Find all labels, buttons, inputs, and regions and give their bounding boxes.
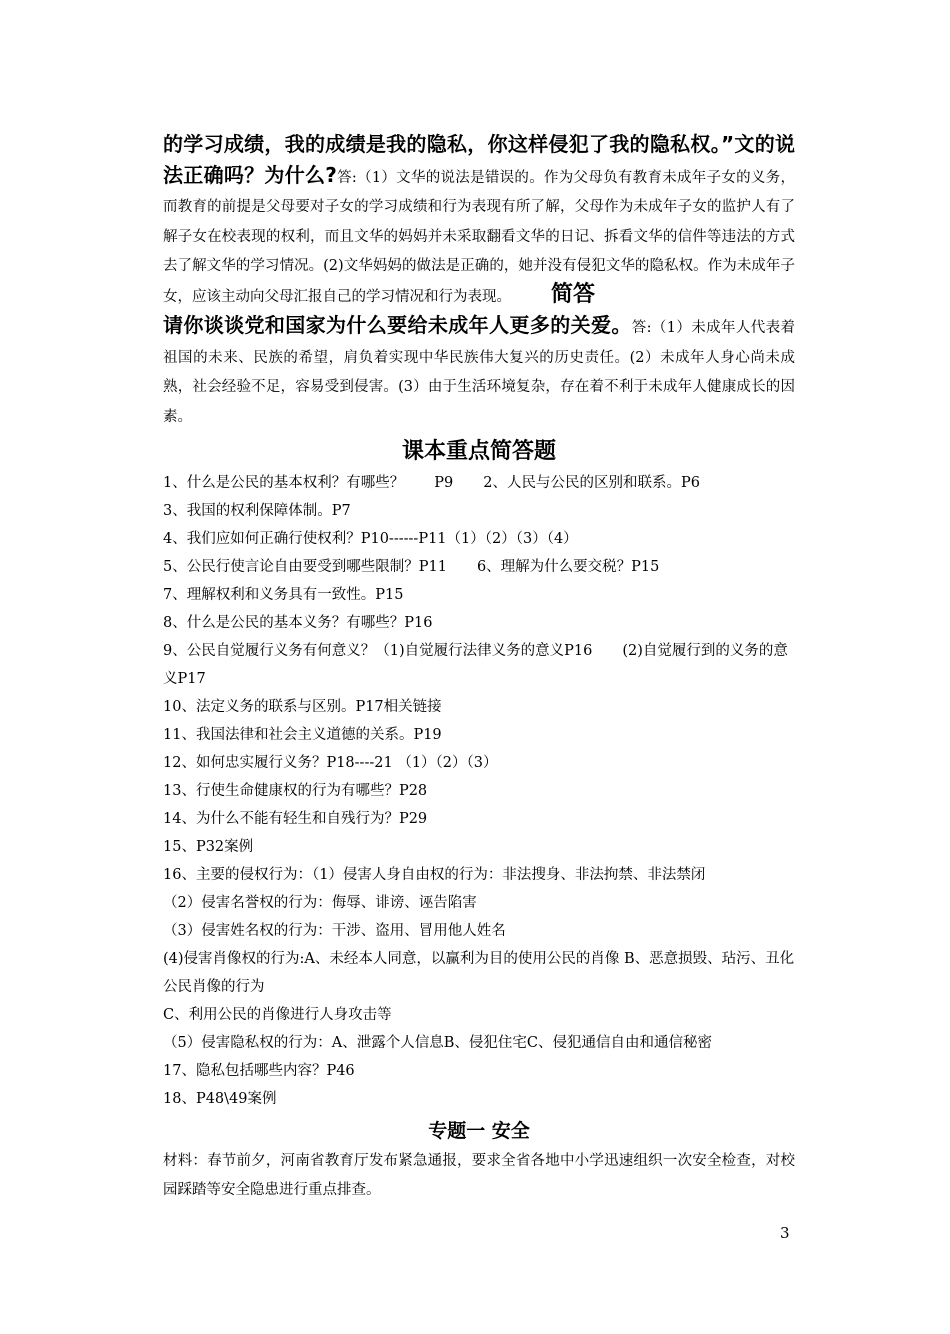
question-item xyxy=(163,1057,795,1085)
question-item xyxy=(163,805,795,833)
question-item-text: 12、如何忠实履行义务？P18----21 （1）（2）（3） xyxy=(163,755,498,771)
question-text-1: 的学习成绩，我的成绩是我的隐私，你这样侵犯了我的隐私权。”文的说法正确吗？为什么? xyxy=(163,132,795,187)
question-item-text: 4、我们应如何正确行使权利？P10------P11（1）（2）（3）（4） xyxy=(163,531,578,547)
question-item xyxy=(163,581,795,609)
material-text: 材料：春节前夕，河南省教育厅发布紧急通报，要求全省各地中小学迅速组织一次安全检查，对校园踩踏等安全隐患进行重点排查。 xyxy=(163,1153,795,1198)
answer-text-2: 答:（1）未成年人代表着祖国的未来、民族的希望，肩负着实现中华民族伟大复兴的历史责任。(2）未成年人身心尚未成熟，社会经验不足，容易受到侵害。(3）由于生活环境复杂，存在着不利于未成年人健康成长的因素。 xyxy=(163,320,795,425)
question-item xyxy=(163,1085,795,1113)
question-item-text: 13、行使生命健康权的行为有哪些？P28 xyxy=(163,783,428,799)
question-item xyxy=(163,609,795,637)
question-item-text: 15、P32案例 xyxy=(163,839,254,855)
question-item-text: (4)侵害肖像权的行为:A、未经本人同意，以赢利为目的使用公民的肖像 B、恶意损毁、玷污、丑化公民肖像的行为 xyxy=(163,951,795,995)
question-item-text: 10、法定义务的联系与区别。P17相关链接 xyxy=(163,699,442,715)
question-item-text: 7、理解权利和义务具有一致性。P15 xyxy=(163,587,404,603)
question-item xyxy=(163,945,795,1001)
question-item xyxy=(163,777,795,805)
material-paragraph xyxy=(163,1147,795,1204)
answer-text-1: 答:（1）文华的说法是错误的。作为父母负有教育未成年子女的义务，而教育的前提是父母要对子女的学习成绩和行为表现有所了解，父母作为未成年子女的监护人有了解子女在校表现的权利，而且文华的妈妈并未采取翻看文华的日记、拆看文华的信件等违法的方式去了解文华的学习情况。(2)文华妈妈的做法是正确的，她并没有侵犯文华的隐私权。作为未成年子女，应该主动向父母汇报自己的学习情况和行为表现。 xyxy=(163,169,795,305)
answer-paragraph-1 xyxy=(163,130,795,311)
question-item xyxy=(163,693,795,721)
question-item-text-second: (2)自觉履行到的义务的意义P17 xyxy=(163,643,788,687)
question-item-text: 17、隐私包括哪些内容？P46 xyxy=(163,1063,355,1079)
topic-title: 专题一 安全 xyxy=(428,1120,530,1142)
question-item xyxy=(163,553,795,581)
page-content xyxy=(163,130,795,1204)
question-item-text: C、利用公民的肖像进行人身攻击等 xyxy=(163,1007,392,1023)
question-item-text: 1、什么是公民的基本权利？有哪些？ xyxy=(163,475,405,491)
question-item-text: （5）侵害隐私权的行为：A、泄露个人信息B、侵犯住宅C、侵犯通信自由和通信秘密 xyxy=(163,1035,712,1051)
question-item xyxy=(163,917,795,945)
page-number: 3 xyxy=(780,1224,790,1242)
question-item xyxy=(163,637,795,693)
question-item-text-second: 2、人民与公民的区别和联系。P6 xyxy=(483,475,700,491)
question-item-text: 18、P48\49案例 xyxy=(163,1091,277,1107)
question-item-text: 5、公民行使言论自由要受到哪些限制？P11 xyxy=(163,559,447,575)
question-item-text: （2）侵害名誉权的行为：侮辱、诽谤、诬告陷害 xyxy=(163,895,477,911)
question-item-text: 11、我国法律和社会主义道德的关系。P19 xyxy=(163,727,442,743)
question-item xyxy=(163,525,795,553)
question-item xyxy=(163,469,795,497)
question-item xyxy=(163,861,795,889)
question-item-text: 14、为什么不能有轻生和自残行为？P29 xyxy=(163,811,428,827)
question-item xyxy=(163,1029,795,1057)
question-item-text-second: 6、理解为什么要交税？P15 xyxy=(476,559,660,575)
question-text-2: 请你谈谈党和国家为什么要给未成年人更多的关爱。 xyxy=(163,313,632,337)
question-item-text: 16、主要的侵权行为：（1）侵害人身自由权的行为：非法搜身、非法拘禁、非法禁闭 xyxy=(163,867,706,883)
question-list xyxy=(163,469,795,1113)
question-item xyxy=(163,889,795,917)
question-item xyxy=(163,497,795,525)
question-item-text: 9、公民自觉履行义务有何意义？（1)自觉履行法律义务的意义P16 xyxy=(163,643,593,659)
question-item xyxy=(163,721,795,749)
question-item xyxy=(163,833,795,861)
question-item xyxy=(163,749,795,777)
question-item-page-ref: P9 xyxy=(434,475,454,491)
question-item-text: （3）侵害姓名权的行为：干涉、盗用、冒用他人姓名 xyxy=(163,923,506,939)
answer-paragraph-2 xyxy=(163,311,795,431)
short-answer-heading: 简答 xyxy=(551,281,596,307)
question-item-text: 3、我国的权利保障体制。P7 xyxy=(163,503,351,519)
question-item-text: 8、什么是公民的基本义务？有哪些？P16 xyxy=(163,615,433,631)
question-item xyxy=(163,1001,795,1029)
section-title: 课本重点简答题 xyxy=(401,439,556,464)
